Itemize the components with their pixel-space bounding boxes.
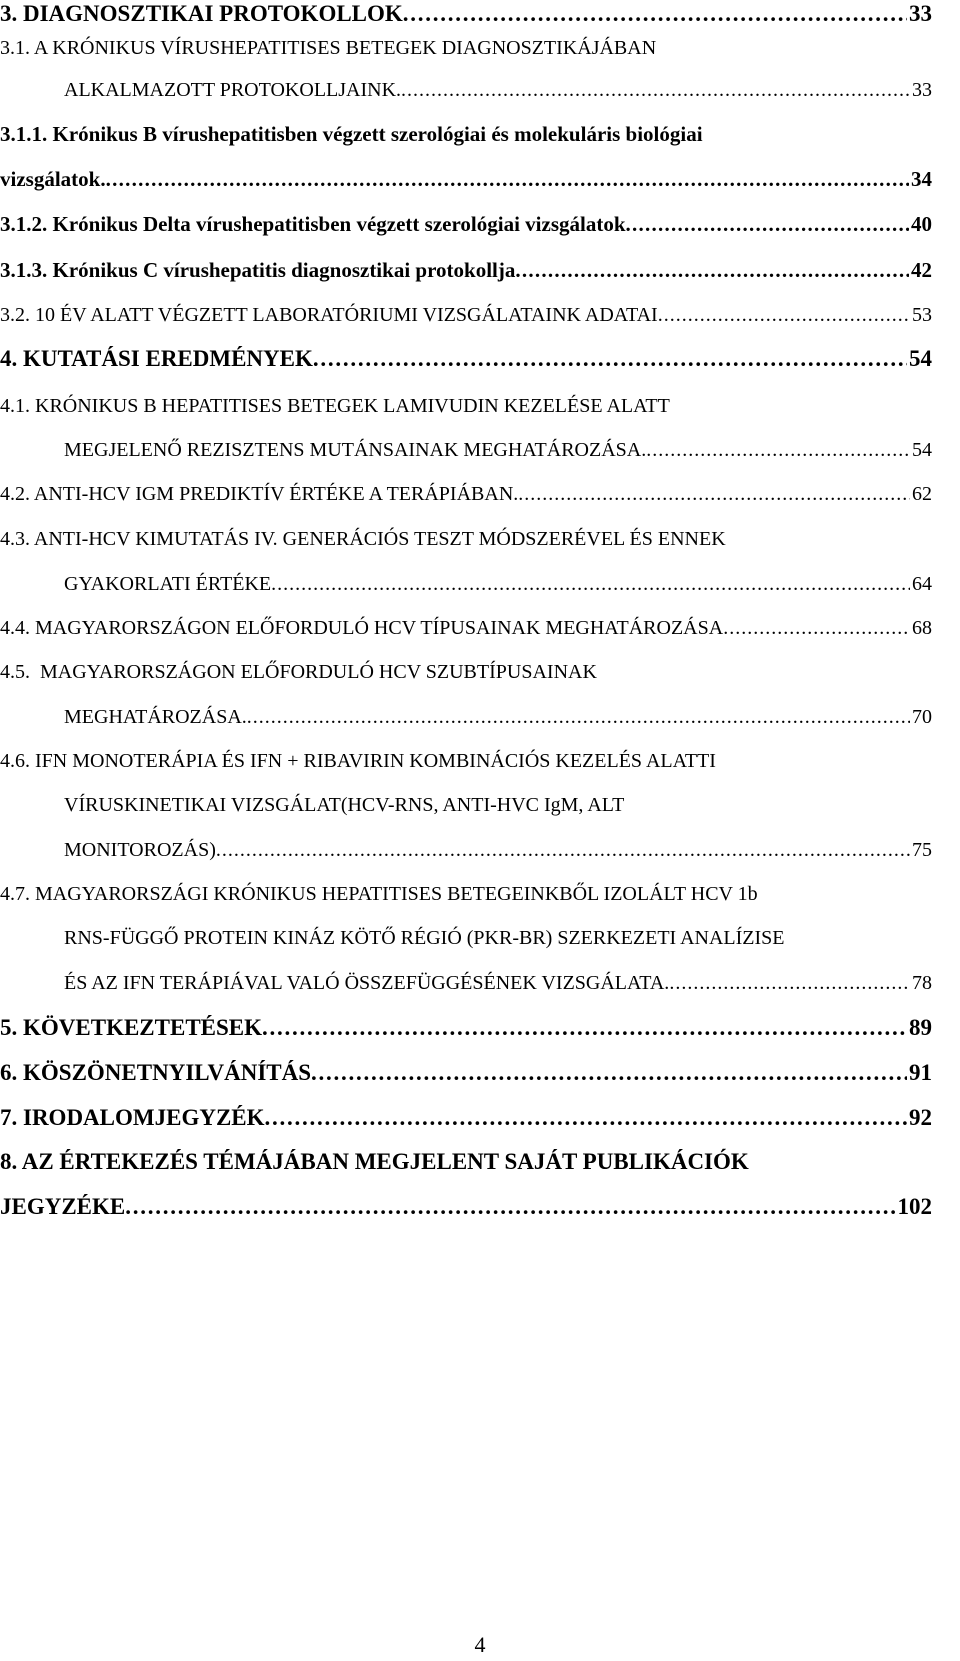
toc-entry[interactable]: ÉS AZ IFN TERÁPIÁVAL VALÓ ÖSSZEFÜGGÉSÉNEK VIZSGÁLATA. . . . 78 [64,963,932,1003]
toc-page-number: 91 [909,1060,932,1085]
toc-entry[interactable]: 3.1.2. Krónikus Delta vírushepatitisben végzett szerológiai vizsgálatok . . . 40 [0,204,932,244]
toc-page-number: 70 [912,706,932,728]
toc-page-number: 54 [912,439,932,461]
toc-entry[interactable]: 3.2. 10 ÉV ALATT VÉGZETT LABORATÓRIUMI VIZSGÁLATAINK ADATAI . . . 53 [0,295,932,335]
toc-entry[interactable]: 3. DIAGNOSZTIKAI PROTOKOLLOK . . . 33 [0,0,932,34]
toc-entry[interactable]: 7. IRODALOMJEGYZÉK . . . 92 [0,1098,932,1138]
toc-entry-line[interactable]: 4.1. KRÓNIKUS B HEPATITISES BETEGEK LAMIVUDIN KEZELÉSE ALATT [0,395,670,417]
toc-entry[interactable]: 6. KÖSZÖNETNYILVÁNÍTÁS . . . 91 [0,1053,932,1093]
toc-entry[interactable]: 4. KUTATÁSI EREDMÉNYEK . . . 54 [0,339,932,379]
toc-entry[interactable]: 4.4. MAGYARORSZÁGON ELŐFORDULÓ HCV TÍPUSAINAK MEGHATÁROZÁSA . . . 68 [0,608,932,648]
toc-entry-line[interactable]: 4.6. IFN MONOTERÁPIA ÉS IFN + RIBAVIRIN KOMBINÁCIÓS KEZELÉS ALATTI [0,750,716,772]
toc-page-number: 54 [909,346,932,371]
toc-page-number: 33 [909,1,932,26]
toc-entry[interactable]: vizsgálatok. . . . 34 [0,159,932,199]
toc-page-number: 78 [912,972,932,994]
toc-entry-line[interactable]: 4.5. MAGYARORSZÁGON ELŐFORDULÓ HCV SZUBTÍPUSAINAK [0,661,597,683]
toc-page-number: 40 [911,212,932,236]
toc-page-number: 92 [909,1105,932,1130]
page-number: 4 [474,1632,486,1657]
toc-entry-line[interactable]: 4.3. ANTI-HCV KIMUTATÁS IV. GENERÁCIÓS TESZT MÓDSZERÉVEL ÉS ENNEK [0,528,726,550]
toc-page-number: 34 [911,167,932,191]
toc-entry-line[interactable]: RNS-FÜGGŐ PROTEIN KINÁZ KÖTŐ RÉGIÓ (PKR-BR) SZERKEZETI ANALÍZISE [64,927,785,949]
toc-entry[interactable]: 5. KÖVETKEZTETÉSEK . . . 89 [0,1008,932,1048]
toc-entry[interactable]: MONITOROZÁS) . . . 75 [64,830,932,870]
toc-entry[interactable]: 4.2. ANTI-HCV IGM PREDIKTÍV ÉRTÉKE A TERÁPIÁBAN. . . . 62 [0,474,932,514]
toc-page-number: 68 [912,617,932,639]
toc-entry-line[interactable]: 3.1.1. Krónikus B vírushepatitisben végzett szerológiai és molekuláris biológiai [0,122,703,146]
toc-page-number: 64 [912,573,932,595]
toc-entry-line[interactable]: 3.1. A KRÓNIKUS VÍRUSHEPATITISES BETEGEK DIAGNOSZTIKÁJÁBAN [0,37,657,59]
toc-entry[interactable]: ALKALMAZOTT PROTOKOLLJAINK. . . . 33 [64,70,932,110]
toc-entry[interactable]: JEGYZÉKE . . . 102 [0,1187,932,1227]
toc-entry[interactable]: 3.1.3. Krónikus C vírushepatitis diagnosztikai protokollja . . . 42 [0,250,932,290]
toc-entry[interactable]: GYAKORLATI ÉRTÉKE . . . 64 [64,564,932,604]
toc-entry-line[interactable]: 8. AZ ÉRTEKEZÉS TÉMÁJÁBAN MEGJELENT SAJÁT PUBLIKÁCIÓK [0,1149,749,1174]
toc-entry[interactable]: MEGHATÁROZÁSA. . . . 70 [64,697,932,737]
toc-page-number: 102 [897,1194,932,1219]
toc-page-number: 53 [912,304,932,326]
toc-entry-line[interactable]: VÍRUSKINETIKAI VIZSGÁLAT(HCV-RNS, ANTI-HVC IgM, ALT [64,794,625,816]
toc-page-number: 33 [912,79,932,101]
toc-page-number: 75 [912,839,932,861]
toc-page-number: 89 [909,1015,932,1040]
toc-page-number: 42 [911,258,932,282]
toc-entry-line[interactable]: 4.7. MAGYARORSZÁGI KRÓNIKUS HEPATITISES BETEGEINKBŐL IZOLÁLT HCV 1b [0,883,758,905]
toc-page-number: 62 [912,483,932,505]
toc-entry[interactable]: MEGJELENŐ REZISZTENS MUTÁNSAINAK MEGHATÁROZÁSA. . . . 54 [64,430,932,470]
